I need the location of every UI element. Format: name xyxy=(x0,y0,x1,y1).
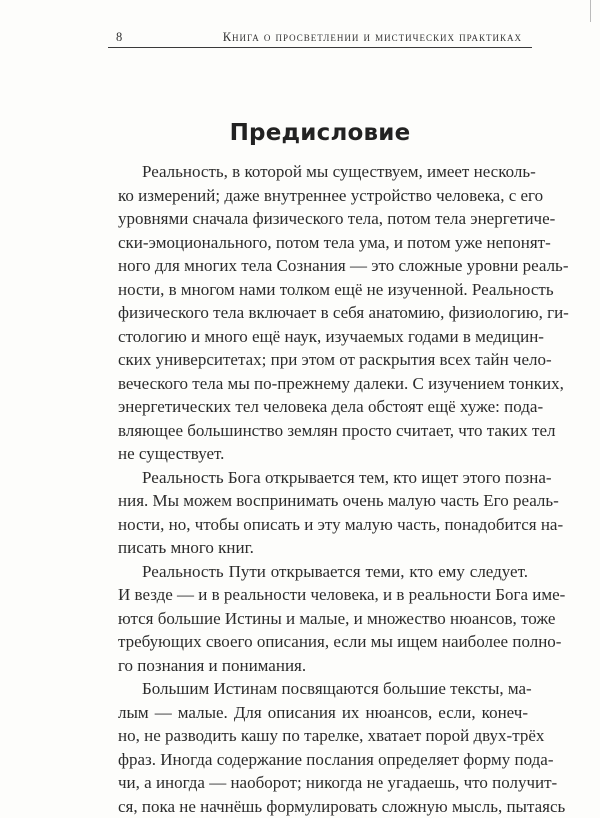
text-line: ски-эмоционального, потом тела ума, и потом уже непонят- xyxy=(118,231,528,255)
text-line: ся, пока не начнёшь формулировать сложную мысль, пытаясь xyxy=(118,795,528,818)
paragraph xyxy=(118,677,528,818)
text-line: требующих своего описания, если мы ищем наиболее полно- xyxy=(118,630,528,654)
page-edge-mark xyxy=(590,0,591,22)
text-line: лым — малые. Для описания их нюансов, если, конеч- xyxy=(118,701,528,725)
text-line: энергетических тел человека дела обстоят ещё хуже: пода- xyxy=(118,395,528,419)
text-line: Реальность Бога открывается тем, кто ищет этого позна- xyxy=(118,466,528,490)
paragraph xyxy=(118,466,528,560)
text-line: ния. Мы можем воспринимать очень малую часть Его реаль- xyxy=(118,489,528,513)
running-header xyxy=(108,27,532,48)
text-line: ности, но, чтобы описать и эту малую часть, понадобится на- xyxy=(118,513,528,537)
text-line: Реальность Пути открывается теми, кто ему следует. xyxy=(118,560,528,584)
text-line: уровнями сначала физического тела, потом тела энергетиче- xyxy=(118,207,528,231)
text-line: го познания и понимания. xyxy=(118,654,528,678)
paragraph xyxy=(118,560,528,678)
text-line: стологию и много ещё наук, изучаемых годами в медицин- xyxy=(118,325,528,349)
text-line: фраз. Иногда содержание послания определяет форму пода- xyxy=(118,748,528,772)
chapter-title: Предисловие xyxy=(0,120,600,146)
text-line: Реальность, в которой мы существуем, имеет несколь- xyxy=(118,160,528,184)
text-line: ко измерений; даже внутреннее устройство человека, с его xyxy=(118,184,528,208)
text-line: физического тела включает в себя анатомию, физиологию, ги- xyxy=(118,301,528,325)
text-line: но, не разводить кашу по тарелке, хватает порой двух-трёх xyxy=(118,724,528,748)
book-title: Книга о просветлении и мистических практиках xyxy=(223,30,522,45)
text-line: не существует. xyxy=(118,442,528,466)
text-line: ного для многих тела Сознания — это сложные уровни реаль- xyxy=(118,254,528,278)
page-number: 8 xyxy=(116,30,123,45)
body-text xyxy=(118,160,528,818)
text-line: веческого тела мы по-прежнему далеки. С изучением тонких, xyxy=(118,372,528,396)
paragraph xyxy=(118,160,528,466)
text-line: чи, а иногда — наоборот; никогда не угадаешь, что получит- xyxy=(118,771,528,795)
text-line: ются большие Истины и малые, и множество нюансов, тоже xyxy=(118,607,528,631)
text-line: ских университетах; при этом от раскрытия всех тайн чело- xyxy=(118,348,528,372)
text-line: ности, в многом нами толком ещё не изученной. Реальность xyxy=(118,278,528,302)
text-line: Большим Истинам посвящаются большие тексты, ма- xyxy=(118,677,528,701)
text-line: вляющее большинство землян просто считает, что таких тел xyxy=(118,419,528,443)
text-line: писать много книг. xyxy=(118,536,528,560)
text-line: И везде — и в реальности человека, и в реальности Бога име- xyxy=(118,583,528,607)
